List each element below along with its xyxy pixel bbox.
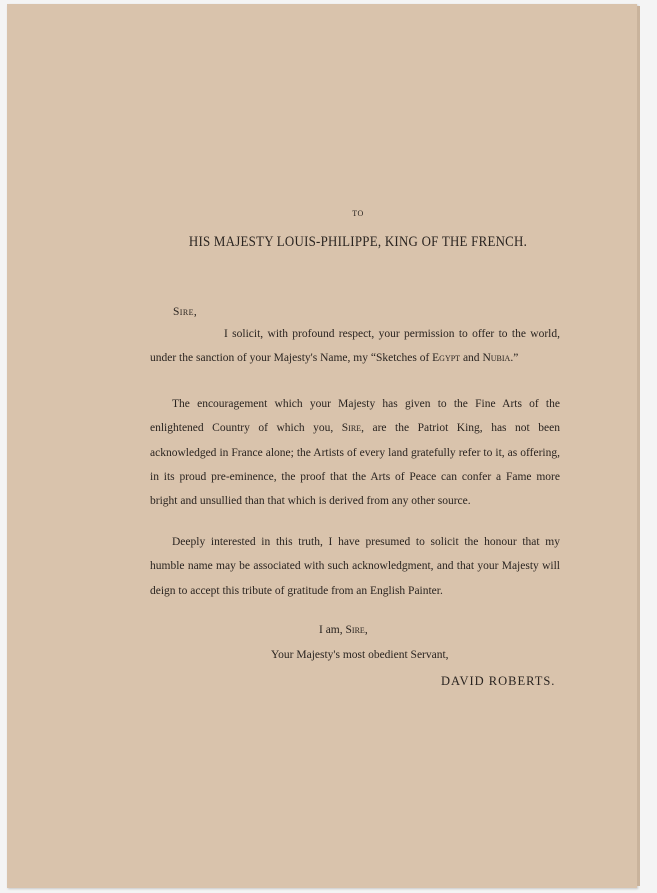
- salutation: Sire,: [173, 306, 198, 318]
- signature: DAVID ROBERTS.: [441, 674, 556, 688]
- dedication-title: HIS MAJESTY LOUIS-PHILIPPE, KING OF THE FRENCH.: [188, 234, 528, 250]
- closing-line-2: Your Majesty's most obedient Servant,: [271, 649, 449, 661]
- paper-edge: [637, 6, 640, 886]
- paragraph-2: The encouragement which your Majesty has given to the Fine Arts of the enlightened Country of which you, Sire, are the Patriot King, has not been acknowledged in France alone; the Artists of every land gratefully refer to it, as offering, in its proud pre-eminence, the proof that the Arts of Peace can confer a Fame more bright and unsullied than that which is derived from any other source.: [150, 398, 560, 508]
- paragraph-1: I solicit, with profound respect, your permission to offer to the world, under the sanction of your Majesty's Name, my “Sketches of Egypt and Nubia.”: [150, 328, 560, 365]
- closing-line-1: I am, Sire,: [319, 624, 368, 636]
- paragraph-3: Deeply interested in this truth, I have presumed to solicit the honour that my humble name may be associated with such acknowledgment, and that your Majesty will deign to accept this tribute of gratitude from an English Painter.: [150, 536, 560, 597]
- dedication-to: TO: [352, 209, 364, 218]
